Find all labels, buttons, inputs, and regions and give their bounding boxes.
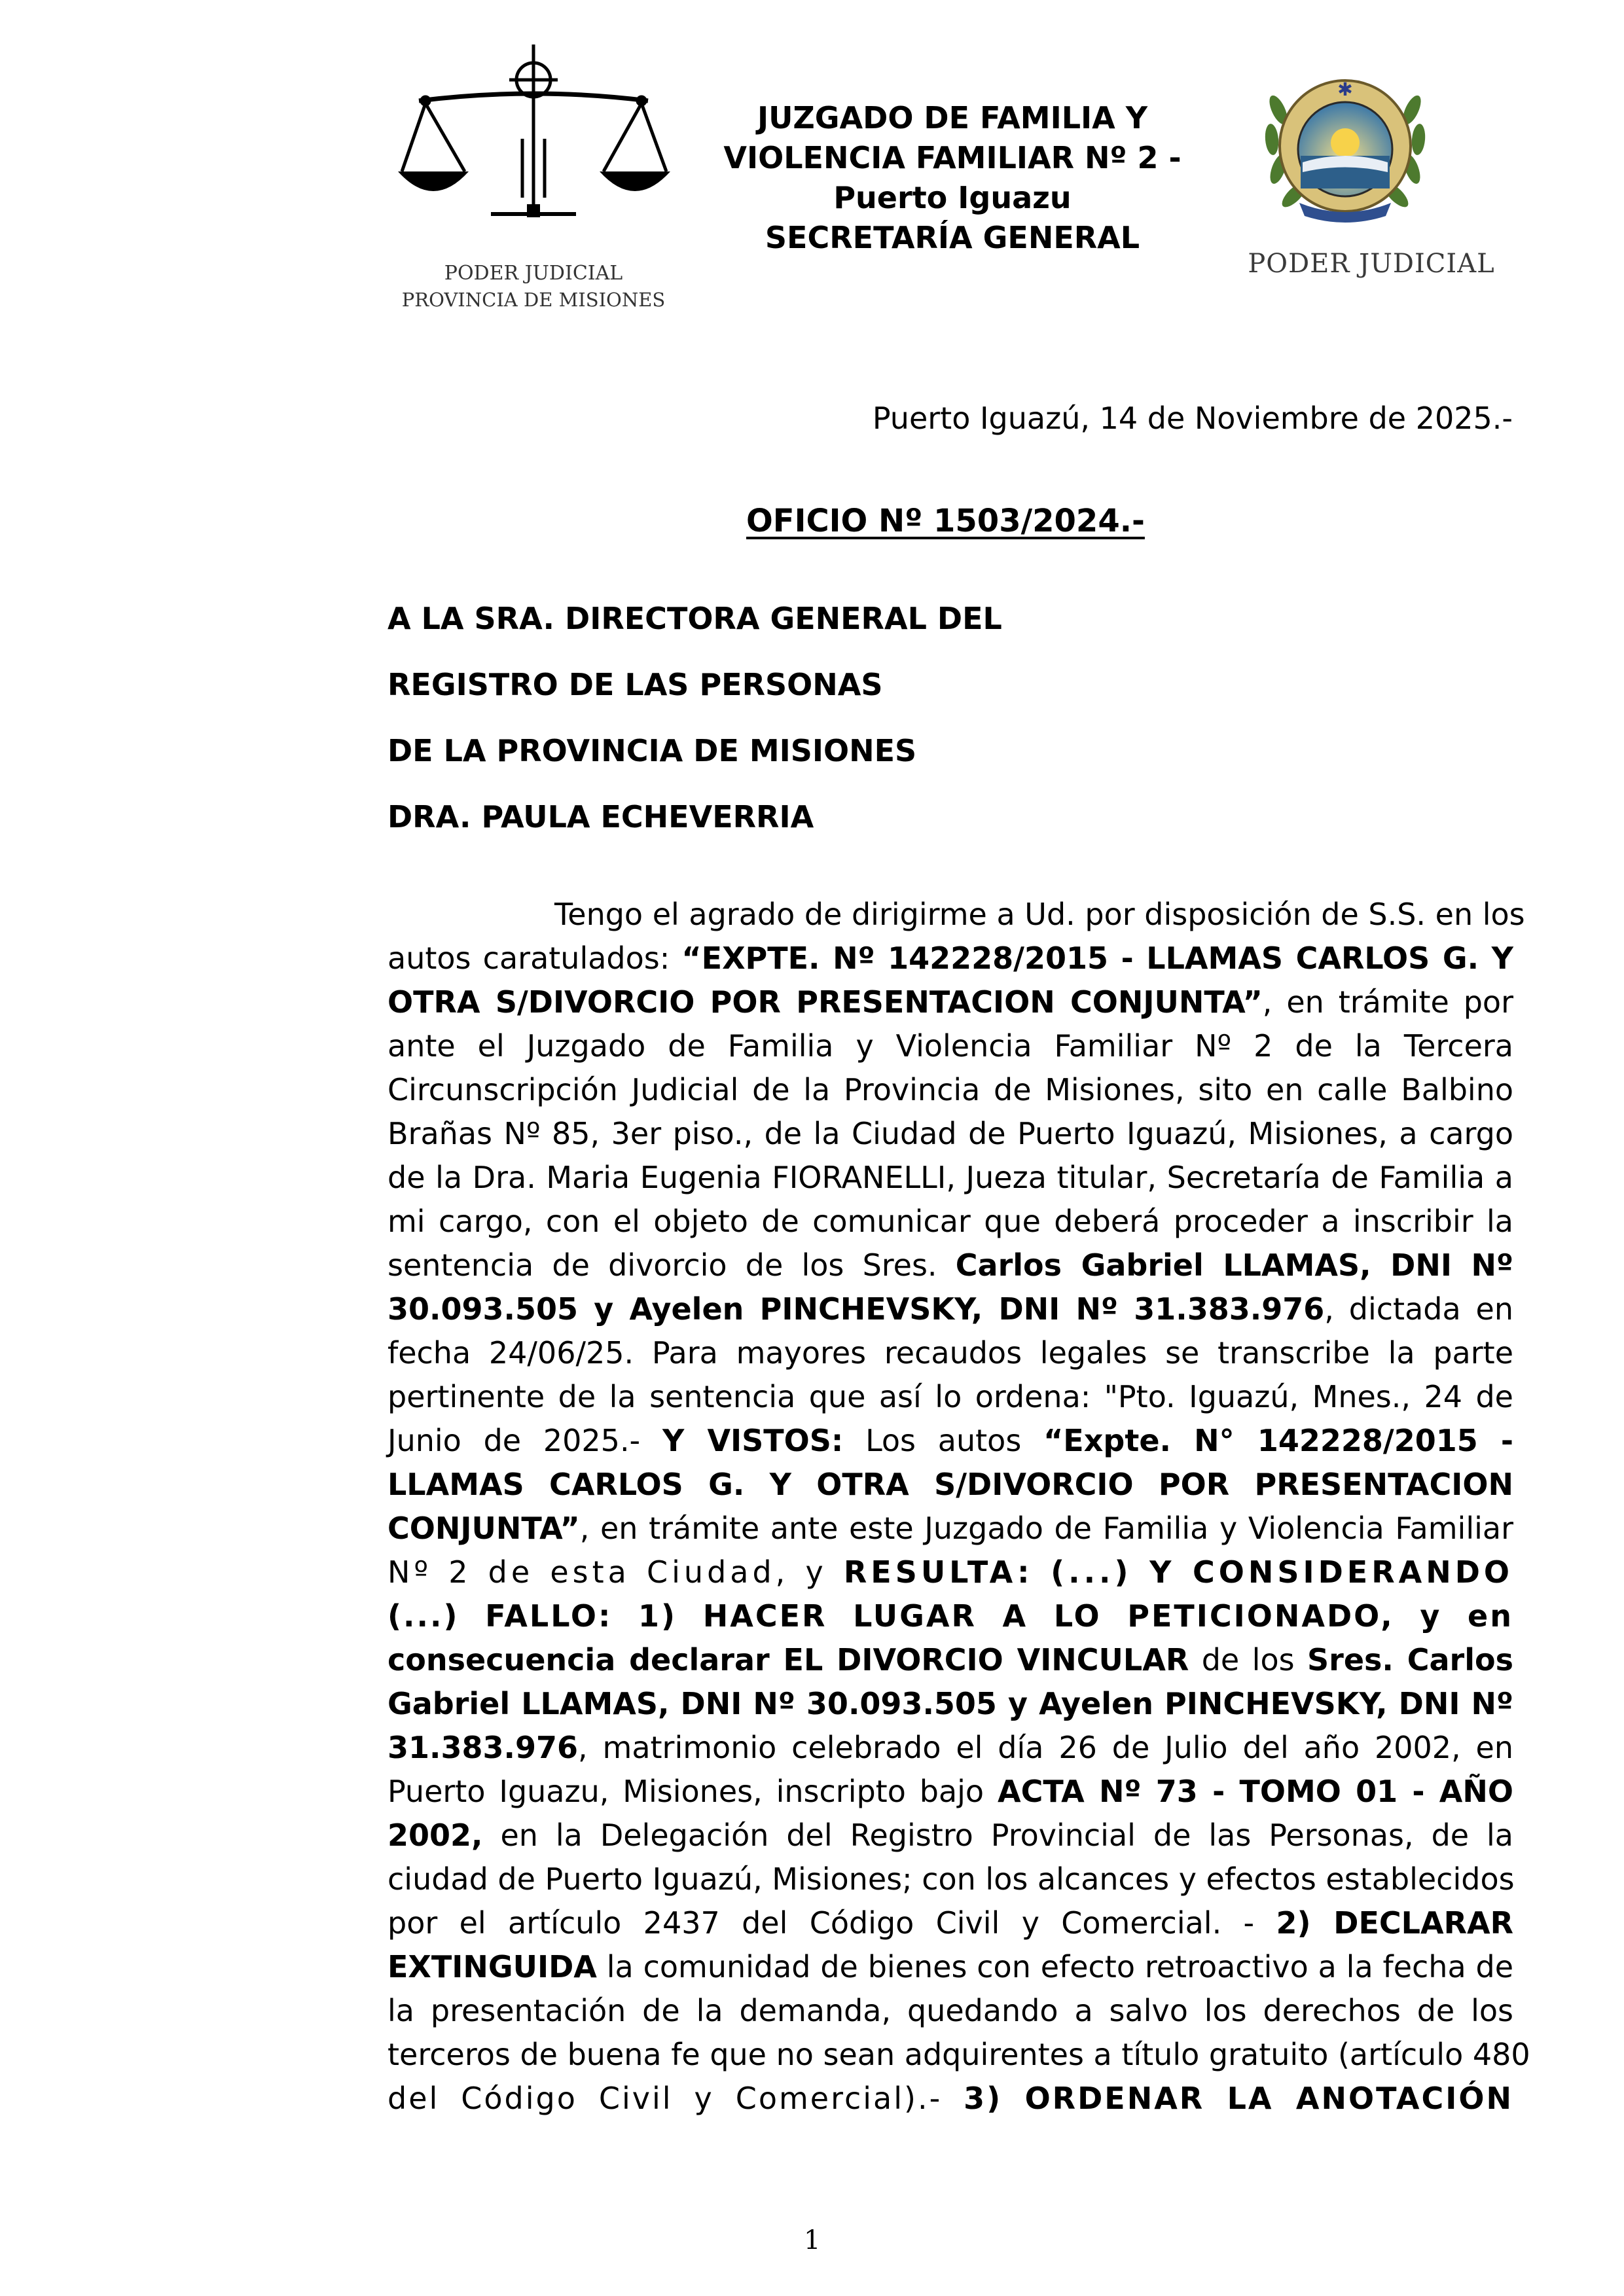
body-text: la presentación de la demanda, quedando a salvo los derechos de los xyxy=(388,1993,1513,2028)
case-title-bold: LLAMAS CARLOS G. Y OTRA S/DIVORCIO POR PRESENTACION xyxy=(388,1467,1513,1502)
body-line xyxy=(388,1112,1513,1156)
body-text: Junio de 2025.- xyxy=(388,1423,662,1458)
provincial-seal-icon xyxy=(1240,58,1502,234)
body-line xyxy=(388,1551,1513,1594)
case-title-bold: OTRA S/DIVORCIO POR PRESENTACION CONJUNTA” xyxy=(388,984,1263,1020)
svg-text:✱: ✱ xyxy=(1337,79,1353,100)
body-text: Los autos xyxy=(843,1423,1044,1458)
body-line xyxy=(388,1200,1513,1244)
body-line xyxy=(388,2077,1513,2121)
body-text: sentencia de divorcio de los Sres. xyxy=(388,1247,956,1283)
body-text: fecha 24/06/25. Para mayores recaudos legales se transcribe la parte xyxy=(388,1335,1513,1371)
body-text: Nº 2 de esta Ciudad, y xyxy=(388,1554,844,1590)
body-text: ciudad de Puerto Iguazú, Misiones; con los alcances y efectos establecidos xyxy=(388,1861,1515,1897)
body-text: en la Delegación del Registro Provincial de las Personas, de la xyxy=(482,1818,1513,1853)
addressee-line: DRA. PAULA ECHEVERRIA xyxy=(388,799,814,834)
body-text: por el artículo 2437 del Código Civil y Comercial. - xyxy=(388,1905,1276,1941)
body-line xyxy=(388,2033,1530,2077)
case-title-bold: “EXPTE. Nº 142228/2015 - LLAMAS CARLOS G. Y xyxy=(681,941,1513,976)
body-line xyxy=(388,1682,1513,1726)
body-text: , en trámite ante este Juzgado de Familia y Violencia Familiar xyxy=(579,1511,1513,1546)
letter-body xyxy=(388,893,1530,2121)
body-line xyxy=(388,1244,1513,1287)
body-text: Circunscripción Judicial de la Provincia de Misiones, sito en calle Balbino xyxy=(388,1072,1513,1107)
body-line xyxy=(388,893,1525,937)
case-title-bold: CONJUNTA” xyxy=(388,1511,580,1546)
body-line xyxy=(388,1901,1513,1945)
scales-of-justice-icon xyxy=(393,41,674,237)
body-text: de la Dra. Maria Eugenia FIORANELLI, Jueza titular, Secretaría de Familia a xyxy=(388,1160,1513,1195)
oficio-title: OFICIO Nº 1503/2024.- xyxy=(746,503,1145,539)
province-seal-logo xyxy=(1240,58,1502,283)
party-name-bold: Sres. Carlos xyxy=(1307,1642,1513,1677)
body-text: Brañas Nº 85, 3er piso., de la Ciudad de Puerto Iguazú, Misiones, a cargo xyxy=(388,1116,1513,1151)
body-line xyxy=(388,1507,1513,1551)
body-line xyxy=(388,1024,1513,1068)
court-heading-line: Puerto Iguazu xyxy=(833,180,1072,215)
declarar-bold: EXTINGUIDA xyxy=(388,1949,597,1984)
body-line xyxy=(388,1594,1513,1638)
body-line xyxy=(388,1945,1513,1989)
body-text: ante el Juzgado de Familia y Violencia Familiar Nº 2 de la Tercera xyxy=(388,1028,1513,1064)
party-name-bold: Gabriel LLAMAS, DNI Nº 30.093.505 y Ayelen PINCHEVSKY, DNI Nº xyxy=(388,1686,1513,1721)
body-line xyxy=(388,1287,1513,1331)
body-line xyxy=(388,980,1513,1024)
addressee-line: DE LA PROVINCIA DE MISIONES xyxy=(388,733,917,768)
body-text: Tengo el agrado de dirigirme a Ud. por disposición de S.S. en los xyxy=(554,897,1525,932)
body-line xyxy=(388,1331,1513,1375)
dateline: Puerto Iguazú, 14 de Noviembre de 2025.- xyxy=(872,401,1513,436)
left-logo-caption-line1: PODER JUDICIAL xyxy=(444,262,623,285)
body-text: autos caratulados: xyxy=(388,941,682,976)
fallo-bold: (...) FALLO: 1) HACER LUGAR A LO PETICIONADO, y en xyxy=(388,1598,1513,1634)
acta-bold: 2002, xyxy=(388,1818,483,1853)
body-text: pertinente de la sentencia que así lo ordena: "Pto. Iguazú, Mnes., 24 de xyxy=(388,1379,1513,1414)
body-line xyxy=(388,1989,1513,2033)
court-heading-line: SECRETARÍA GENERAL xyxy=(765,220,1140,255)
body-text: terceros de buena fe que no sean adquirentes a título gratuito (artículo 480 xyxy=(388,2037,1530,2072)
body-text: de los xyxy=(1189,1642,1308,1677)
divorce-bold: consecuencia declarar EL DIVORCIO VINCULAR xyxy=(388,1642,1189,1677)
declarar-bold: 2) DECLARAR xyxy=(1276,1905,1514,1941)
acta-bold: ACTA Nº 73 - TOMO 01 - AÑO xyxy=(997,1774,1514,1809)
body-line xyxy=(388,1638,1513,1682)
addressee-line: REGISTRO DE LAS PERSONAS xyxy=(388,667,883,702)
court-heading-line: VIOLENCIA FAMILIAR Nº 2 - xyxy=(723,140,1182,175)
body-text: , matrimonio celebrado el día 26 de Julio del año 2002, en xyxy=(578,1730,1513,1765)
body-text: Puerto Iguazu, Misiones, inscripto bajo xyxy=(388,1774,998,1809)
party-name-bold: Carlos Gabriel LLAMAS, DNI Nº xyxy=(955,1247,1513,1283)
body-line xyxy=(388,1726,1513,1770)
court-heading xyxy=(700,98,1204,258)
body-line xyxy=(388,1814,1513,1857)
body-text: , dictada en xyxy=(1324,1291,1513,1327)
body-line xyxy=(388,1770,1513,1814)
party-name-bold: 30.093.505 y Ayelen PINCHEVSKY, DNI Nº 31.383.976 xyxy=(388,1291,1325,1327)
poder-judicial-scales-logo xyxy=(393,41,674,311)
body-text: del Código Civil y Comercial).- xyxy=(388,2081,964,2116)
body-line xyxy=(388,1857,1513,1901)
case-title-bold: “Expte. N° 142228/2015 - xyxy=(1043,1423,1513,1458)
addressee-block xyxy=(388,601,1002,865)
party-name-bold: 31.383.976 xyxy=(388,1730,579,1765)
body-text: mi cargo, con el objeto de comunicar que deberá proceder a inscribir la xyxy=(388,1204,1513,1239)
addressee-line: A LA SRA. DIRECTORA GENERAL DEL xyxy=(388,601,1002,636)
left-logo-caption-line2: PROVINCIA DE MISIONES xyxy=(401,289,666,311)
page-number: 1 xyxy=(804,2225,821,2255)
court-heading-line: JUZGADO DE FAMILIA Y xyxy=(757,100,1148,135)
body-text: la comunidad de bienes con efecto retroactivo a la fecha de xyxy=(596,1949,1513,1984)
body-line xyxy=(388,1463,1513,1507)
body-text: , en trámite por xyxy=(1262,984,1513,1020)
body-line xyxy=(388,1156,1513,1200)
body-line xyxy=(388,937,1513,980)
resulta-bold: RESULTA: (...) Y CONSIDERANDO xyxy=(843,1554,1514,1590)
right-logo-caption: PODER JUDICIAL xyxy=(1248,249,1495,279)
ordenar-bold: 3) ORDENAR LA ANOTACIÓN xyxy=(964,2081,1513,2116)
body-line xyxy=(388,1419,1513,1463)
vistos-bold: Y VISTOS: xyxy=(662,1423,844,1458)
body-line xyxy=(388,1375,1513,1419)
body-line xyxy=(388,1068,1513,1112)
